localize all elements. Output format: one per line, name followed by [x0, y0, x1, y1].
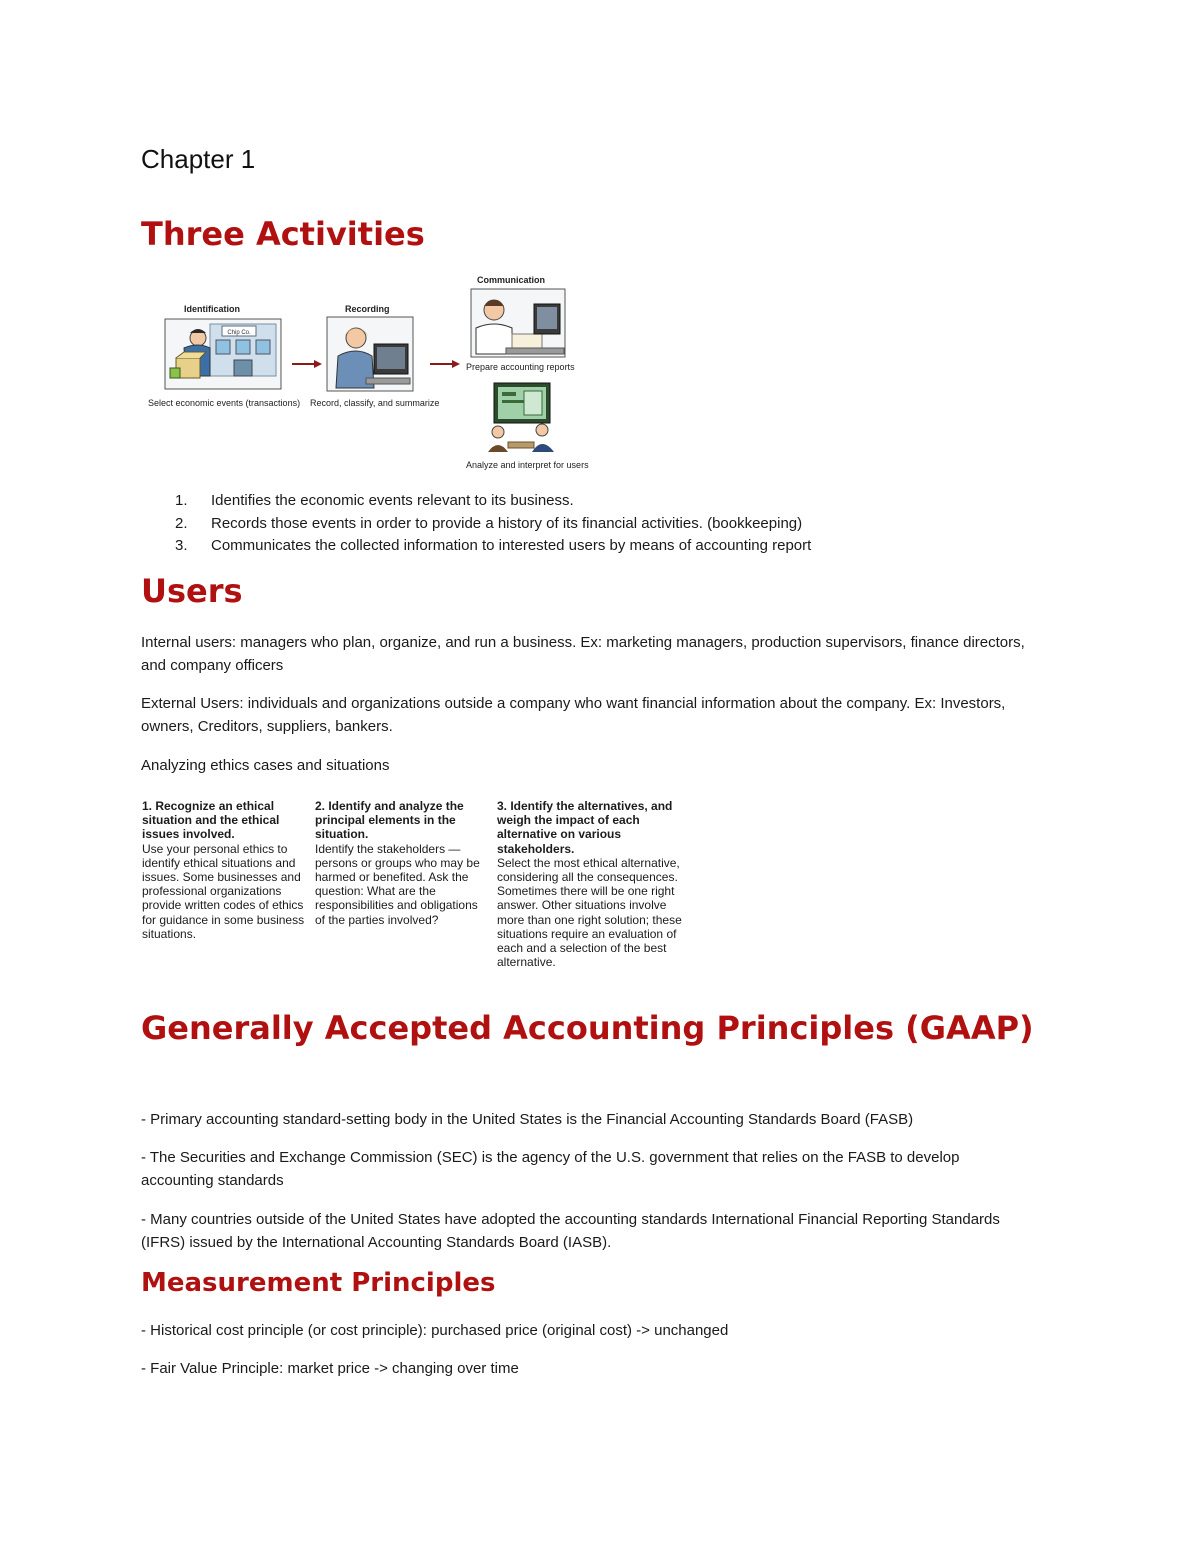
heading-users: Users [141, 572, 243, 610]
ethics-step-title: 2. Identify and analyze the principal elements in the situation. [315, 799, 464, 842]
list-item: 2. Records those events in order to provide a history of its financial activities. (bookkeeping) [175, 514, 803, 532]
communication-caption-bottom: Analyze and interpret for users [466, 460, 589, 470]
communication-title: Communication [477, 275, 546, 285]
ethics-step-1 [142, 799, 307, 941]
accounting-activities-figure [140, 270, 590, 475]
identification-caption: Select economic events (transactions) [148, 398, 301, 408]
activities-list [175, 490, 811, 558]
recording-caption: Record, classify, and summarize [310, 398, 440, 408]
measurement-item: - Fair Value Principle: market price -> changing over time [141, 1360, 519, 1377]
chip-co-sign: Chip Co. [227, 330, 251, 336]
list-item: 3. Communicates the collected information to interested users by means of accounting report [175, 537, 812, 554]
measurement-item: - Historical cost principle (or cost principle): purchased price (original cost) -> unchanged [141, 1322, 729, 1339]
ethics-step-title: 3. Identify the alternatives, and weigh the impact of each alternative on various stakeholders. [497, 799, 673, 856]
external-users-paragraph: External Users: individuals and organizations outside a company who want financial information about the company. Ex: Investors, owners, Creditors, suppliers, bankers. [141, 695, 1006, 735]
arrow-icon [430, 359, 460, 369]
ethics-step-body: Use your personal ethics to identify ethical situations and issues. Some businesses and professional organizations provide written codes of ethics for guidance in some business situations. [142, 841, 305, 941]
identification-illustration [164, 318, 282, 390]
heading-measurement-principles: Measurement Principles [141, 1268, 496, 1298]
gaap-item: - Many countries outside of the United States have adopted the accounting standards International Financial Reporting Standards (IFRS) issued by the International Accounting Standards Board (IASB). [141, 1211, 1000, 1251]
ethics-title: Analyzing ethics cases and situations [141, 757, 390, 774]
ethics-step-body: Identify the stakeholders — persons or groups who may be harmed or benefited. Ask the question: What are the responsibilities and obligations of the parties involved? [315, 841, 480, 927]
communication-caption-top: Prepare accounting reports [466, 362, 575, 372]
gaap-item: - Primary accounting standard-setting body in the United States is the Financial Accounting Standards Board (FASB) [141, 1111, 914, 1128]
ethics-step-body: Select the most ethical alternative, considering all the consequences. Sometimes there will be one right answer. Other situations involve more than one right solution; these situations require an evaluation of each and a selection of the best alternative. [497, 855, 682, 970]
list-item: 1. Identifies the economic events relevant to its business. [175, 492, 574, 509]
internal-users-paragraph: Internal users: managers who plan, organize, and run a business. Ex: marketing managers, production supervisors, finance directors, and company officers [141, 634, 1025, 674]
communication-illustration-report [470, 288, 566, 358]
arrow-icon [292, 359, 322, 369]
heading-gaap: Generally Accepted Accounting Principles (GAAP) [141, 1009, 1034, 1047]
recording-illustration [326, 316, 414, 392]
gaap-item: - The Securities and Exchange Commission (SEC) is the agency of the U.S. government that relies on the FASB to develop accounting standards [141, 1149, 960, 1189]
heading-three-activities: Three Activities [141, 215, 425, 253]
ethics-step-title: 1. Recognize an ethical situation and the ethical issues involved. [142, 799, 280, 842]
chapter-title: Chapter 1 [141, 144, 256, 174]
recording-title: Recording [345, 304, 390, 314]
communication-illustration-analyze [484, 382, 558, 452]
ethics-step-3 [497, 799, 682, 969]
ethics-step-2 [315, 799, 490, 927]
identification-title: Identification [184, 304, 240, 314]
